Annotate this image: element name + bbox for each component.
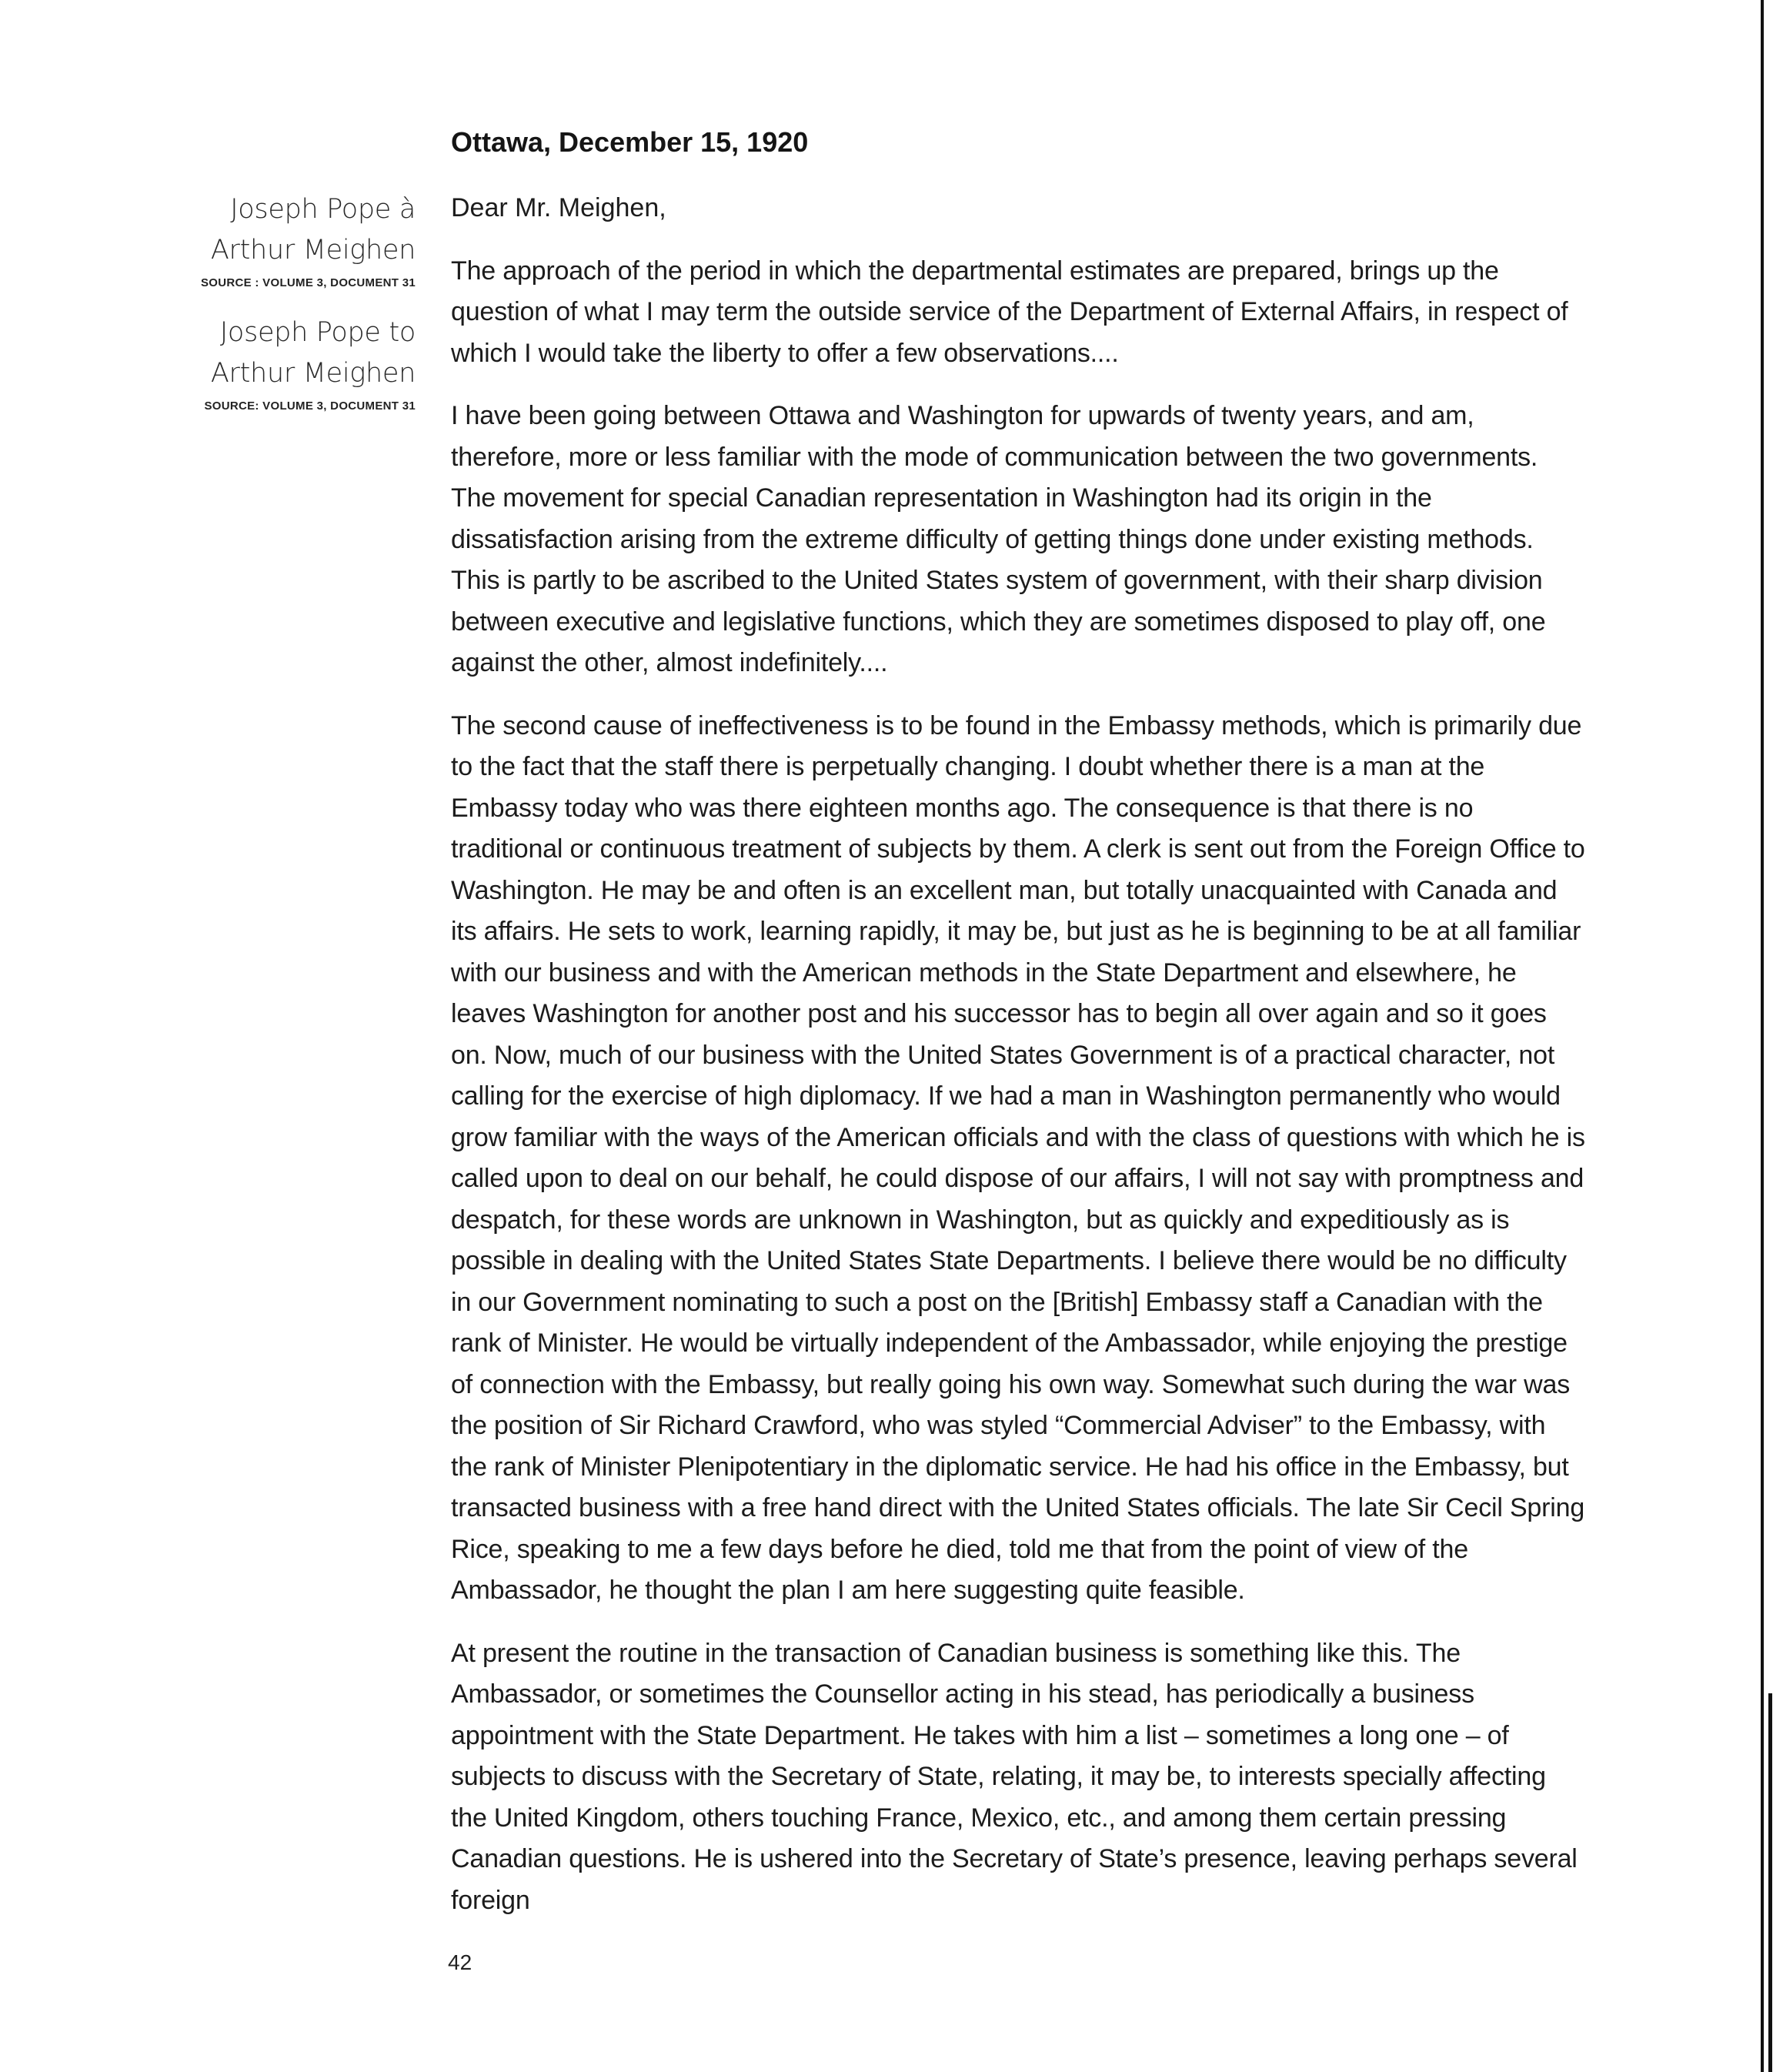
margin-note-french: [115, 189, 416, 292]
margin-notes: [115, 189, 416, 436]
dateline: Ottawa, December 15, 1920: [451, 126, 809, 158]
note-source: SOURCE: VOLUME 3, DOCUMENT 31: [204, 399, 416, 413]
paragraph: The second cause of ineffectiveness is to be found in the Embassy methods, which is primarily due to the fact that the staff there is perpetually changing. I doubt whether there is a man at the Embassy today who was there eighteen months ago. The consequence is that there is no traditional or continuous treatment of subjects by them. A clerk is sent out from the Foreign Office to Washington. He may be and often is an excellent man, but totally unacquainted with Canada and its affairs. He sets to work, learning rapidly, it may be, but just as he is beginning to be at all familiar with our business and with the American methods in the State Department and elsewhere, he leaves Washington for another post and his successor has to begin all over again and so it goes on. Now, much of our business with the United States Government is of a practical character, not calling for the exercise of high diplomacy. If we had a man in Washington permanently who would grow familiar with the ways of the American officials and with the class of questions with which he is called upon to deal on our behalf, he could dispose of our affairs, I will not say with promptness and despatch, for these words are unknown in Washington, but as quickly and expeditiously as is possible in dealing with the United States State Departments. I believe there would be no difficulty in our Government nominating to such a post on the [British] Embassy staff a Canadian with the rank of Minister. He would be virtually independent of the Ambassador, while enjoying the prestige of connection with the Embassy, but really going his own way. Somewhat such during the war was the position of Sir Richard Crawford, who was styled “Commercial Adviser” to the Embassy, with the rank of Minister Plenipotentiary in the diplomatic service. He had his office in the Embassy, but transacted business with a free hand direct with the United States officials. The late Sir Cecil Spring Rice, speaking to me a few days before he died, told me that from the point of view of the Ambassador, he thought the plan I am here suggesting quite feasible.: [451, 710, 1585, 1605]
paragraph: At present the routine in the transaction of Canadian business is something like this. The Ambassador, or sometimes the Counsellor acting in his stead, has periodically a business appointment with the State Department. He takes with him a list – sometimes a long one – of subjects to discuss with the Secretary of State, relating, it may be, to interests specially affecting the United Kingdom, others touching France, Mexico, etc., and among them certain pressing Canadian questions. He is ushered into the Secretary of State’s presence, leaving perhaps several foreign: [451, 1638, 1578, 1915]
note-name-line: Joseph Pope à: [230, 194, 416, 225]
salutation: Dear Mr. Meighen,: [451, 193, 666, 222]
note-name-line: Arthur Meighen: [210, 235, 416, 266]
letter-body: [451, 123, 1586, 1943]
note-name-line: Arthur Meighen: [210, 358, 416, 389]
scan-edge-line: [1761, 0, 1764, 2072]
scan-edge-line: [1768, 1693, 1772, 2072]
page-number: 42: [448, 1950, 472, 1974]
note-name-line: Joseph Pope to: [219, 317, 416, 348]
margin-note-english: [115, 312, 416, 416]
note-source: SOURCE : VOLUME 3, DOCUMENT 31: [200, 276, 416, 289]
paragraph: The approach of the period in which the departmental estimates are prepared, brings up the question of what I may term the outside service of the Department of External Affairs, in respect of which I would take the liberty to offer a few observations....: [451, 256, 1568, 368]
paragraph: I have been going between Ottawa and Washington for upwards of twenty years, and am, therefore, more or less familiar with the mode of communication between the two governments. The movement for special Canadian representation in Washington had its origin in the dissatisfaction arising from the extreme difficulty of getting things done under existing methods. This is partly to be ascribed to the United States system of government, with their sharp division between executive and legislative functions, which they are sometimes disposed to play off, one against the other, almost indefinitely....: [451, 401, 1546, 677]
